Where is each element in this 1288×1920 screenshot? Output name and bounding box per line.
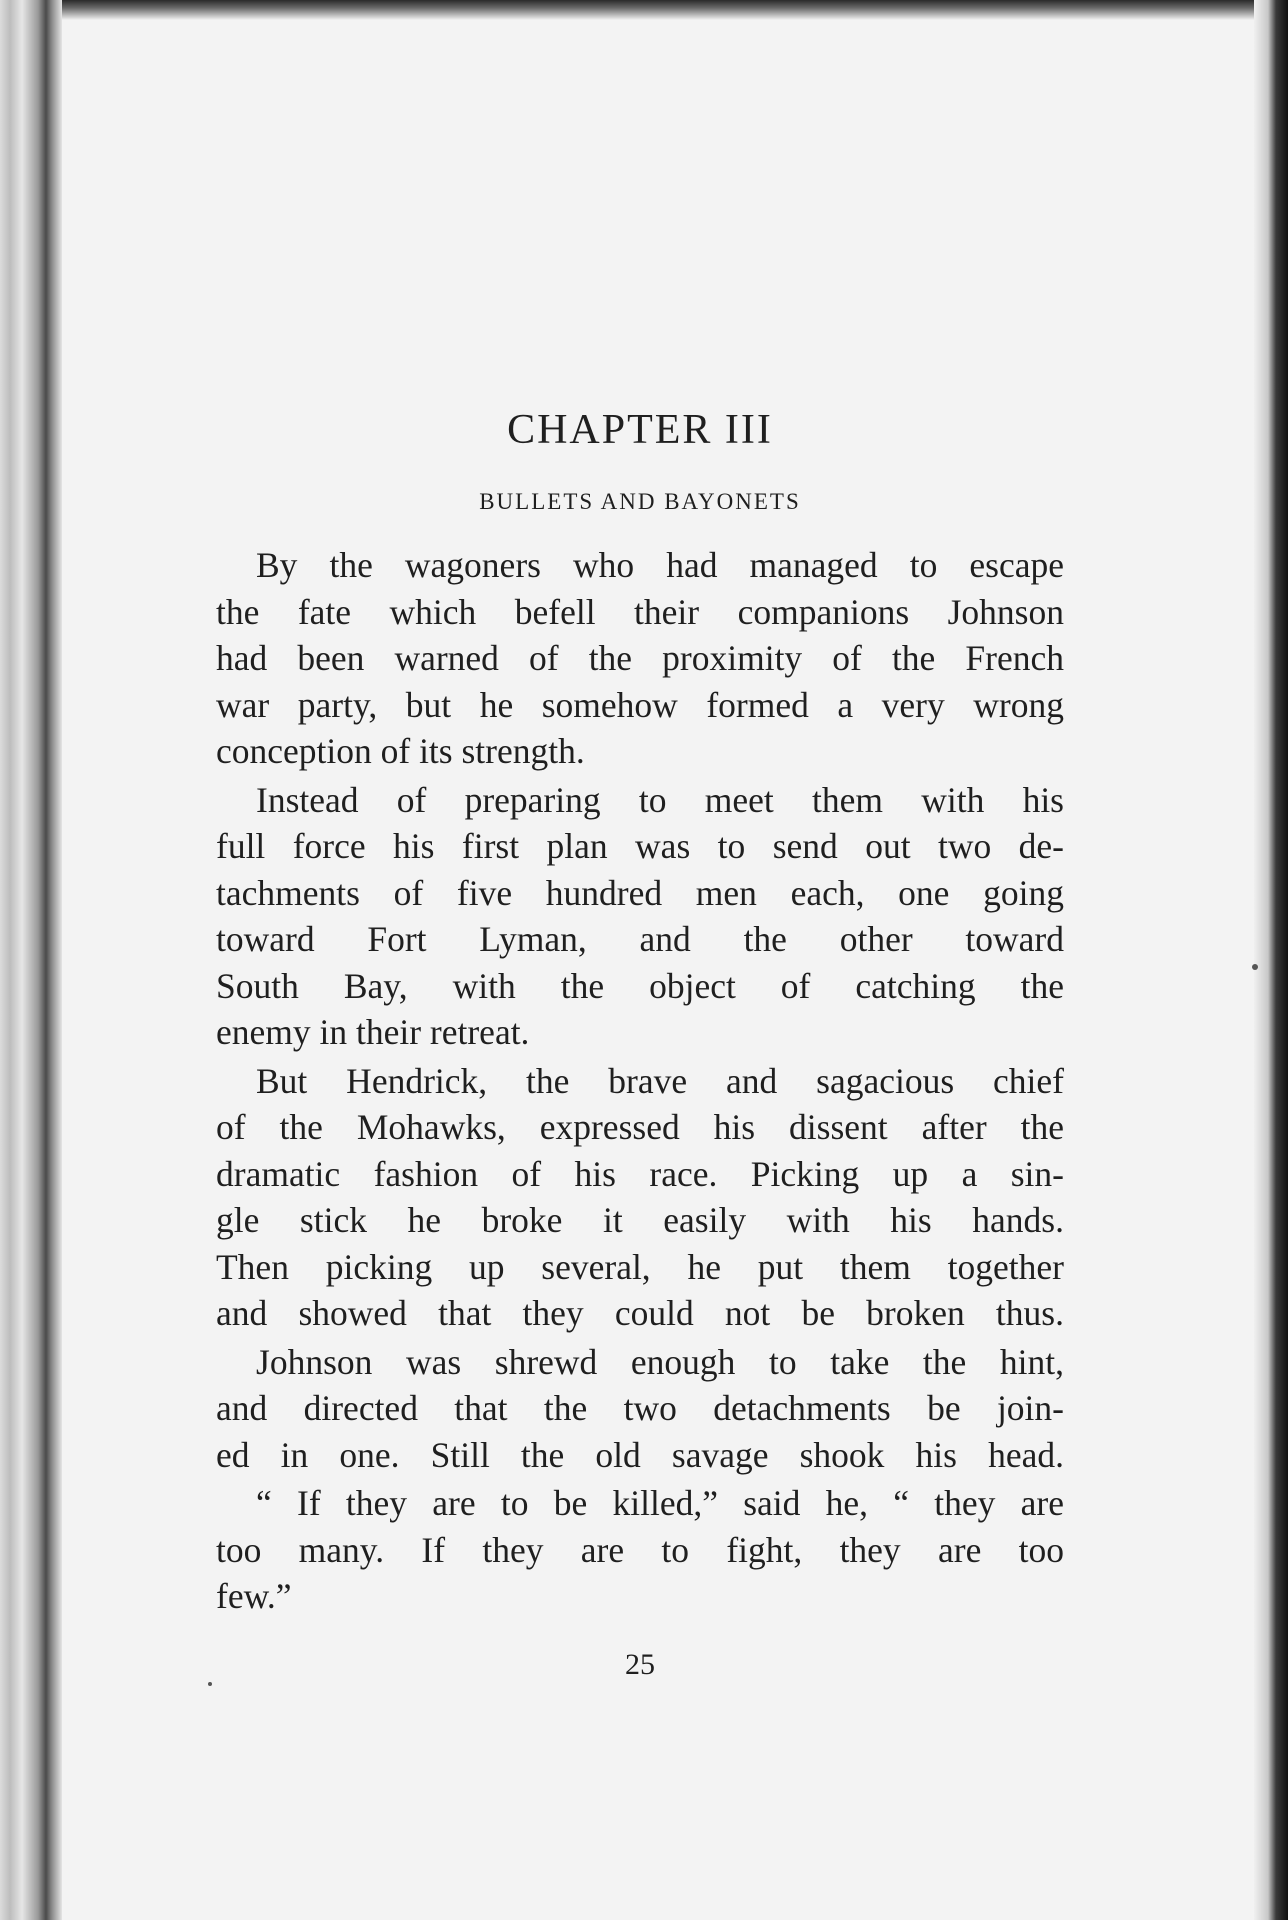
text-line: the fate which befell their companions Johnson: [216, 591, 1064, 632]
scan-speck: [208, 1682, 212, 1686]
text-line: full force his first plan was to send out two de-: [216, 826, 1064, 866]
text-line: tachments of five hundred men each, one going: [216, 872, 1064, 913]
text-line: “ If they are to be killed,” said he, “ they are: [256, 1483, 1064, 1523]
paragraph: [216, 1480, 1064, 1620]
chapter-subtitle: BULLETS AND BAYONETS: [479, 489, 801, 514]
book-binding-gutter: [0, 0, 62, 1920]
chapter-title: CHAPTER III: [507, 407, 773, 453]
text-line: too many. If they are to fight, they are too: [216, 1529, 1064, 1570]
paragraph: [216, 777, 1064, 1056]
text-line: few.”: [216, 1576, 292, 1616]
text-line: gle stick he broke it easily with his hands.: [216, 1200, 1064, 1240]
text-line: Johnson was shrewd enough to take the hint,: [256, 1341, 1064, 1382]
text-line: dramatic fashion of his race. Picking up a sin-: [216, 1153, 1064, 1194]
text-line: enemy in their retreat.: [216, 1012, 530, 1052]
paragraph: [216, 1339, 1064, 1479]
text-line: But Hendrick, the brave and sagacious chief: [256, 1060, 1064, 1101]
text-line: conception of its strength.: [216, 731, 585, 771]
text-line: toward Fort Lyman, and the other toward: [216, 919, 1064, 959]
page-number: 25: [625, 1648, 655, 1681]
text-line: South Bay, with the object of catching the: [216, 965, 1064, 1006]
text-line: By the wagoners who had managed to escape: [256, 545, 1064, 585]
text-line: Then picking up several, he put them together: [216, 1246, 1064, 1287]
text-line: and showed that they could not be broken thus.: [216, 1293, 1064, 1333]
text-line: and directed that the two detachments be join-: [216, 1388, 1064, 1428]
paragraph: [216, 1058, 1064, 1337]
text-line: had been warned of the proximity of the French: [216, 638, 1064, 678]
top-edge-shadow: [0, 0, 1288, 20]
scan-speck: [1252, 964, 1258, 970]
text-line: Instead of preparing to meet them with his: [256, 779, 1064, 820]
right-page-edge: [1254, 0, 1288, 1920]
page-text-block: [216, 400, 1064, 1622]
text-line: of the Mohawks, expressed his dissent after the: [216, 1107, 1064, 1147]
paragraph: [216, 542, 1064, 775]
text-line: war party, but he somehow formed a very wrong: [216, 684, 1064, 725]
text-line: ed in one. Still the old savage shook his head.: [216, 1434, 1064, 1475]
